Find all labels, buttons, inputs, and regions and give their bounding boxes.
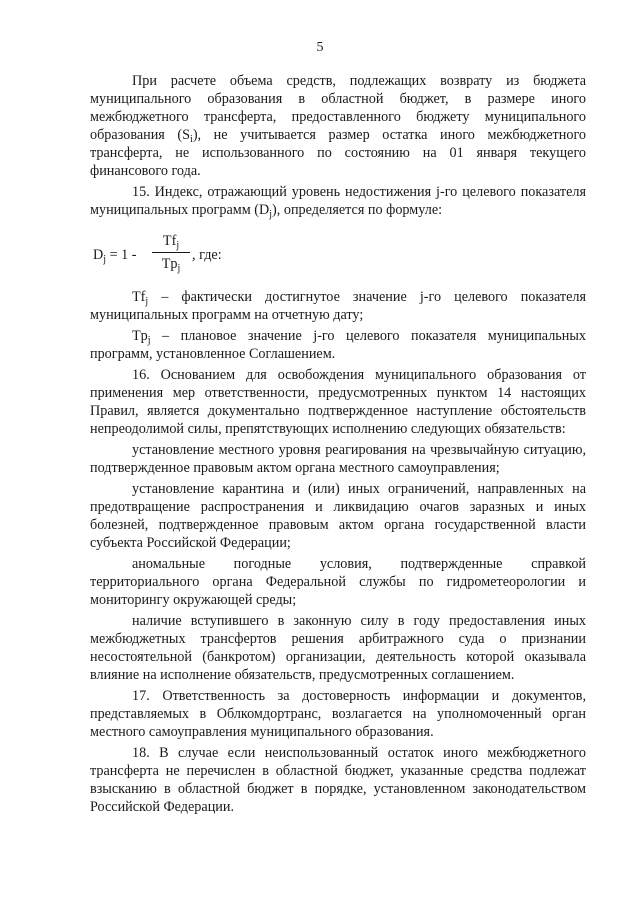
formula-lhs-rest: = 1 - <box>106 247 137 263</box>
def-tf-var: Tf <box>132 289 146 305</box>
document-body <box>90 72 586 816</box>
formula-lhs-var: D <box>93 247 104 263</box>
paragraph-16-weather: аномальные погодные условия, подтвержденные справкой территориального органа Федеральной службы по гидрометеорологии и мониторингу окружающей среды; <box>90 556 586 608</box>
formula-num-var: Tf <box>162 233 177 249</box>
formula-numerator <box>152 232 190 253</box>
paragraph-16-bankruptcy: наличие вступившего в законную силу в году предоставления иных межбюджетных трансфертов решения арбитражного суда о признании несостоятельной (банкротом) организации, деятельность которой оказывала влияние на исполнение обязательств, предусмотренных соглашением. <box>90 613 586 683</box>
paragraph-18: 18. В случае если неиспользованный остаток иного межбюджетного трансферта не перечислен в областной бюджет, указанные средства подлежат взысканию в областной бюджет в порядке, установленном законодательством Российской Федерации. <box>90 745 586 815</box>
def-tp-var: Tp <box>132 328 148 344</box>
paragraph-16: 16. Основанием для освобождения муниципального образования от применения мер ответственности, предусмотренных пунктом 14 настоящих Правил, является документально подтвержденное наступление обстоятельств непреодолимой силы, препятствующих исполнению следующих обязательств: <box>90 367 586 437</box>
p1-text: При расчете объема средств, подлежащих возврату из бюджета муниципального образования в областной бюджет, в размере иного межбюджетного трансферта, предоставленного бюджету муниципального образования (S <box>90 73 586 143</box>
formula-dj <box>90 228 586 280</box>
definition-tp <box>90 327 586 363</box>
def-tp-text: – плановое значение j-го целевого показателя муниципальных программ, установленное Соглашением. <box>90 328 586 362</box>
formula-tail: , где: <box>192 247 222 263</box>
def-tp-sub: j <box>147 335 151 346</box>
formula-den-sub: j <box>177 263 181 274</box>
page-number: 5 <box>316 40 324 55</box>
formula-den-var: Tp <box>161 256 178 272</box>
p2-text-end: ), определяется по формуле: <box>272 202 443 218</box>
formula-lhs-sub: j <box>103 254 107 265</box>
definition-tf <box>90 288 586 324</box>
def-tf-text: – фактически достигнутое значение j-го целевого показателя муниципальных программ на отчетную дату; <box>90 289 586 323</box>
def-tf-sub: j <box>145 296 149 307</box>
p1-text-end: ), не учитывается размер остатка иного межбюджетного трансферта, не использованного по состоянию на 01 января текущего финансового года. <box>90 127 587 179</box>
formula-denominator <box>152 253 190 273</box>
p1-subscript: i <box>190 134 193 145</box>
formula-num-sub: j <box>176 240 180 251</box>
p2-text: 15. Индекс, отражающий уровень недостижения j-го целевого показателя муниципальных программ (D <box>90 184 586 218</box>
paragraph-16-emergency: установление местного уровня реагирования на чрезвычайную ситуацию, подтвержденное правовым актом органа местного самоуправления; <box>90 442 586 476</box>
paragraph-16-quarantine: установление карантина и (или) иных ограничений, направленных на предотвращение распространения и ликвидацию очагов заразных и иных болезней, подтвержденное правовым актом органа государственной власти субъекта Российской Федерации; <box>90 481 586 551</box>
formula-lhs <box>93 246 137 264</box>
paragraph-17: 17. Ответственность за достоверность информации и документов, представляемых в Облкомдортранс, возлагается на уполномоченный орган местного самоуправления муниципального образования. <box>90 688 586 740</box>
paragraph-return-calculation <box>90 72 586 180</box>
formula-fraction <box>152 232 190 273</box>
p2-subscript: j <box>269 209 273 220</box>
paragraph-15 <box>90 183 586 219</box>
